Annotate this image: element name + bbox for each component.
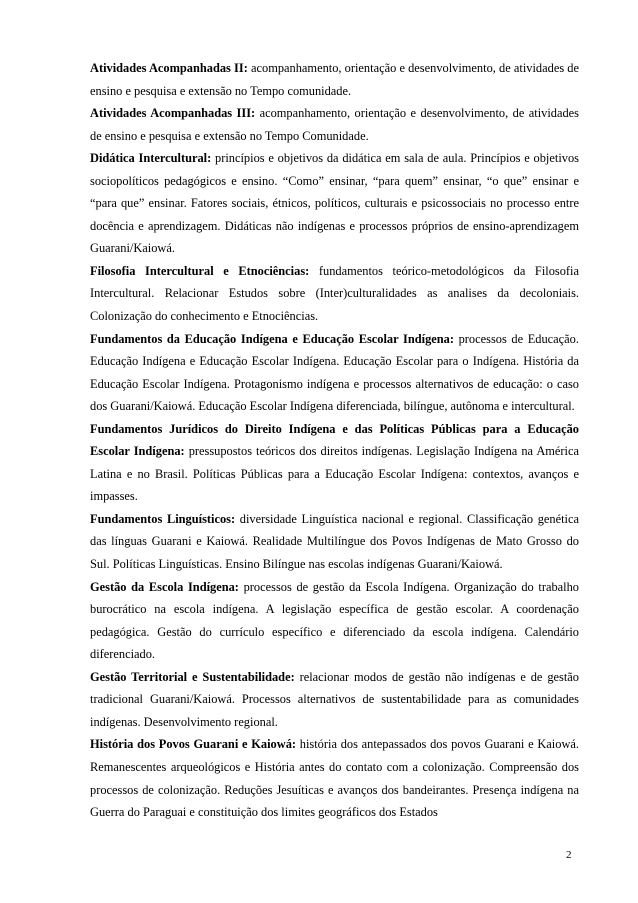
page-number: 2 (566, 849, 572, 861)
entry-text: fundamentos teórico-metodológicos da Filosofia Intercultural. Relacionar Estudos sobre (Inter)culturalidades as analises da decoloniais. Colonização do conhecimento e Etnociências. (90, 263, 579, 324)
entry-filosofia-intercultural (90, 260, 579, 328)
entry-fundamentos-juridicos (90, 418, 579, 508)
entry-atividades-acompanhadas-iii (90, 102, 579, 147)
entry-text: acompanhamento, orientação e desenvolvimento, de atividades de ensino e pesquisa e extensão no Tempo comunidade. (90, 61, 580, 98)
entry-term: Didática Intercultural: (90, 151, 212, 166)
entry-term: Gestão da Escola Indígena: (90, 579, 239, 594)
document-body (90, 57, 579, 824)
entry-gestao-territorial (90, 666, 579, 734)
entry-text: diversidade Linguística nacional e regional. Classificação genética das línguas Guarani e Kaiowá. Realidade Multilíngue dos Povos Indígenas de Mato Grosso do Sul. Políticas Linguísticas. Ensino Bilíngue nas escolas indígenas Guarani/Kaiowá. (90, 511, 579, 572)
entry-didatica-intercultural (90, 147, 579, 260)
entry-term: Fundamentos Linguísticos: (90, 511, 236, 526)
entry-term: Atividades Acompanhadas II: (90, 61, 248, 75)
entry-text: princípios e objetivos da didática em sala de aula. Princípios e objetivos sociopolíticos pedagógicos e ensino. “Como” ensinar, “para quem” ensinar, “o que” ensinar e “para que” ensinar. Fatores sociais, étnicos, políticos, culturais e psicossociais no processo entre docência e aprendizagem. Didáticas não indígenas e processos próprios de ensino-aprendizagem Guarani/Kaiowá. (90, 151, 579, 256)
entry-historia-povos (90, 733, 579, 823)
entry-text: relacionar modos de gestão não indígenas e de gestão tradicional Guarani/Kaiowá. Processos alternativos de sustentabilidade para as comunidades indígenas. Desenvolvimento regional. (90, 669, 579, 729)
entry-text: acompanhamento, orientação e desenvolvimento, de atividades de ensino e pesquisa e extensão no Tempo Comunidade. (90, 106, 579, 143)
entry-term: Gestão Territorial e Sustentabilidade: (90, 669, 295, 684)
entry-term: Fundamentos Jurídicos do Direito Indígena e das Políticas Públicas para a Educação Escolar Indígena: (90, 421, 579, 459)
entry-text: processos de gestão da Escola Indígena. Organização do trabalho burocrático na escola indígena. A legislação específica de gestão escolar. A coordenação pedagógica. Gestão do currículo específico e diferenciado da escola indígena. Calendário diferenciado. (90, 579, 579, 662)
entry-fundamentos-educacao-indigena (90, 328, 579, 418)
entry-text: processos de Educação. Educação Indígena e Educação Escolar Indígena. Educação Escolar para o Indígena. História da Educação Escolar Indígena. Protagonismo indígena e processos alternativos de educação: o caso dos Guarani/Kaiowá. Educação Escolar Indígena diferenciada, bilíngue, autônoma e intercultural. (90, 331, 579, 414)
entry-term: Fundamentos da Educação Indígena e Educação Escolar Indígena: (90, 331, 454, 346)
entry-gestao-escola-indigena (90, 576, 579, 666)
entry-text: história dos antepassados dos povos Guarani e Kaiowá. Remanescentes arqueológicos e História antes do contato com a colonização. Compreensão dos processos de colonização. Reduções Jesuíticas e avanços dos bandeirantes. Presença indígena na Guerra do Paraguai e constituição dos limites geográficos dos Estados (90, 737, 579, 820)
entry-atividades-acompanhadas-ii (90, 57, 579, 102)
entry-term: Atividades Acompanhadas III: (90, 106, 256, 121)
entry-term: História dos Povos Guarani e Kaiowá: (90, 737, 297, 752)
entry-text: pressupostos teóricos dos direitos indígenas. Legislação Indígena na América Latina e no Brasil. Políticas Públicas para a Educação Escolar Indígena: contextos, avanços e impasses. (90, 444, 579, 504)
entry-term: Filosofia Intercultural e Etnociências: (90, 263, 310, 278)
entry-fundamentos-linguisticos (90, 508, 579, 576)
